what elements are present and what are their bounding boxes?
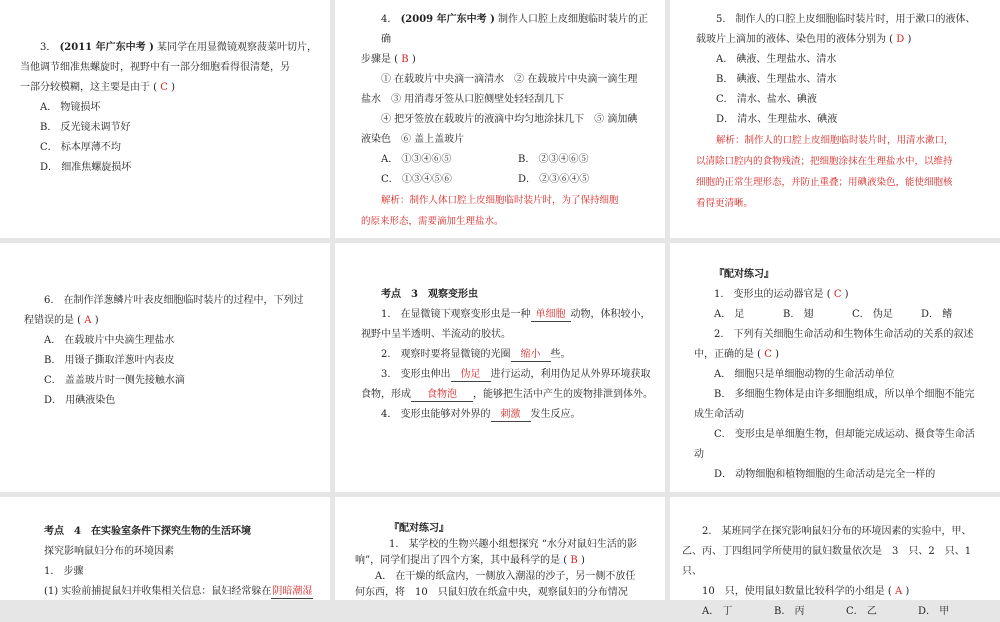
woodlice-q2-option-c: C． 乙 <box>846 606 877 617</box>
woodlice-q2-option-a: A． 丁 <box>702 606 733 617</box>
blank-food-vacuole: 食物泡 <box>411 388 473 402</box>
q6-option-c: C． 盖盖玻片时一侧先接触水滴 <box>44 375 185 386</box>
q6-option-d: D． 用碘液染色 <box>44 395 116 406</box>
q4-steps-line1: ① 在载玻片中央滴一滴清水 ② 在载玻片中央滴一滴生理 <box>381 74 638 85</box>
practice-1-q1-option-d: D． 鳍 <box>921 309 953 320</box>
topic-3-item4: 4． 变形虫能够对外界的 刺激 发生反应。 <box>381 409 581 420</box>
q5-stem-line2: 载玻片上滴加的液体、染色用的液体分别为 ( D ) <box>696 34 912 45</box>
topic-3-item2: 2． 观察时要将显微镜的光圈 缩小 些。 <box>381 349 571 360</box>
woodlice-q2-line2: 乙、丙、丁四组同学所使用的鼠妇数量依次是 3 只、2 只、1 只、 <box>682 546 982 577</box>
woodlice-q2-line1: 2． 某班同学在探究影响鼠妇分布的环境因素的实验中，甲、 <box>702 526 972 537</box>
slide-question-4 <box>335 0 665 238</box>
q3-stem-line1: 3． (2011 年广东中考 ) 某同学在用显微镜观察菠菜叶切片， <box>40 42 318 53</box>
practice-2-title: 『配对练习』 <box>389 523 449 534</box>
q4-explanation-line1: 解析：制作人体口腔上皮细胞临时装片时，为了保持细胞 <box>381 195 619 206</box>
practice-1-q2-option-c: C． 变形虫是单细胞生物，但却能完成运动、摄食等生命活 <box>714 429 975 440</box>
q4-options-row2 <box>361 170 655 190</box>
practice-1-q2-answer: C <box>764 349 772 360</box>
q5-explanation-line4: 看得更清晰。 <box>696 198 754 209</box>
practice-2-q1-option-a-cont: 何东西，将 10 只鼠妇放在纸盒中央，观察鼠妇的分布情况 <box>355 587 628 598</box>
topic-4-step1: (1) 实验前捕捉鼠妇并收集相关信息：鼠妇经常躲在阴暗潮湿 <box>44 586 313 597</box>
blank-shrink: 缩小 <box>511 348 551 362</box>
slide-practice-1 <box>670 243 1000 492</box>
topic-3-title: 考点 3 观察变形虫 <box>381 289 478 300</box>
q4-answer: B <box>401 54 409 65</box>
q3-option-a: A． 物镜损坏 <box>40 102 101 113</box>
slide-practice-2 <box>335 497 665 600</box>
practice-1-q1-options <box>694 305 990 325</box>
woodlice-q2-option-b: B． 丙 <box>774 606 805 617</box>
woodlice-q2-line3: 10 只，使用鼠妇数量比较科学的小组是 ( A ) <box>702 586 910 597</box>
q3-option-b: B． 反光镜未调节好 <box>40 122 131 133</box>
q5-stem-line1: 5． 制作人的口腔上皮细胞临时装片时，用于漱口的液体、 <box>716 14 976 25</box>
practice-1-q2-option-d: D． 动物细胞和植物细胞的生命活动是完全一样的 <box>714 469 936 480</box>
woodlice-q2-options <box>682 602 990 622</box>
topic-4-step-heading: 1． 步骤 <box>44 566 84 577</box>
practice-2-q1-line1: 1． 某学校的生物兴趣小组想探究 “水分对鼠妇生活的影 <box>389 539 637 550</box>
q6-option-a: A． 在载玻片中央滴生理盐水 <box>44 335 175 346</box>
q5-option-c: C． 清水、盐水、碘液 <box>716 94 817 105</box>
slide-question-6 <box>0 243 330 492</box>
practice-2-q1-line2: 响”，同学们提出了四个方案，其中最科学的是 ( B ) <box>355 555 585 566</box>
q4-option-b: B． ②③④⑥⑤ <box>518 154 589 165</box>
practice-1-q1-option-c: C． 伪足 <box>852 309 893 320</box>
q5-explanation-line2: 以清除口腔内的食物残渣；把细胞涂抹在生理盐水中，以维持 <box>696 156 953 167</box>
slide-question-3 <box>0 0 330 238</box>
q3-answer: C <box>160 82 168 93</box>
slide-question-2-woodlice <box>670 497 1000 617</box>
practice-2-q1-option-a: A． 在干燥的纸盒内，一侧放入潮湿的沙子，另一侧不放任 <box>375 571 636 582</box>
q4-option-d: D． ②③⑥④⑤ <box>518 174 590 185</box>
q5-option-b: B． 碘液、生理盐水、清水 <box>716 74 837 85</box>
blank-pseudopod: 伪足 <box>451 368 491 382</box>
q4-steps-line3: ④ 把牙签放在载玻片的液滴中均匀地涂抹几下 ⑤ 滴加碘 <box>381 114 638 125</box>
slide-topic-3-amoeba <box>335 243 665 492</box>
practice-1-q1-option-b: B． 翅 <box>783 309 814 320</box>
q4-explanation-line2: 的原来形态，需要滴加生理盐水。 <box>361 216 504 227</box>
q3-stem-line2: 当他调节细准焦螺旋时，视野中有一部分细胞看得很清楚，另 <box>20 62 290 73</box>
q5-option-a: A． 碘液、生理盐水、清水 <box>716 54 837 65</box>
q3-option-d: D． 细准焦螺旋损坏 <box>40 162 132 173</box>
woodlice-q2-answer: A <box>895 586 903 597</box>
woodlice-q2-option-d: D． 甲 <box>918 606 950 617</box>
topic-3-item3-cont: 食物，形成 食物泡 ，能够把生活中产生的废物排泄到体外。 <box>361 389 653 400</box>
practice-1-q2-option-c-cont: 动 <box>694 449 704 460</box>
practice-1-q1-answer: C <box>833 289 842 300</box>
practice-2-q1-answer: B <box>570 555 578 566</box>
q4-option-c: C． ①③④⑤⑥ <box>381 174 452 185</box>
q6-stem-line2: 程错误的是 ( A ) <box>24 315 99 326</box>
blank-single-cell: 单细胞 <box>531 308 571 322</box>
q5-explanation-line1: 解析：制作人的口腔上皮细胞临时装片时，用清水漱口， <box>716 135 954 146</box>
practice-1-q2-line1: 2． 下列有关细胞生命活动和生物体生命活动的关系的叙述 <box>714 329 974 340</box>
topic-3-item3: 3． 变形虫伸出 伪足 进行运动，利用伪足从外界环境获取 <box>381 369 651 380</box>
q4-stem-line2: 步骤是 ( B ) <box>361 54 416 65</box>
q6-stem-line1: 6． 在制作洋葱鳞片叶表皮细胞临时装片的过程中，下列过 <box>44 295 304 306</box>
q5-answer: D <box>896 34 905 45</box>
q4-stem-line1: 4． (2009 年广东中考 ) 制作人口腔上皮细胞临时装片的正确 <box>381 14 649 45</box>
practice-1-q1: 1． 变形虫的运动器官是 ( C ) <box>714 289 849 300</box>
q5-explanation-line3: 细胞的正常生理形态，并防止重叠；用碘液染色，能使细胞核 <box>696 177 953 188</box>
practice-1-q1-option-a: A． 足 <box>714 309 745 320</box>
q5-option-d: D． 清水、生理盐水、碘液 <box>716 114 838 125</box>
q4-steps-line2: 盐水 ③ 用消毒牙签从口腔侧壁处轻轻刮几下 <box>361 94 565 105</box>
q3-stem-line3: 一部分较模糊，这主要是由于 ( C ) <box>20 82 176 93</box>
slide-topic-4 <box>0 497 330 600</box>
q4-options-row1 <box>361 150 655 170</box>
topic-4-title: 考点 4 在实验室条件下探究生物的生活环境 <box>44 526 251 537</box>
q4-steps-line4: 液染色 ⑥ 盖上盖玻片 <box>361 134 465 145</box>
q6-answer: A <box>84 315 92 326</box>
q4-option-a: A． ①③④⑥⑤ <box>381 154 452 165</box>
blank-dark-moist: 阴暗潮湿 <box>272 586 313 597</box>
slide-question-5 <box>670 0 1000 238</box>
q6-option-b: B． 用镊子撕取洋葱叶内表皮 <box>44 355 175 366</box>
q3-option-c: C． 标本厚薄不均 <box>40 142 121 153</box>
topic-3-item1: 1． 在显微镜下观察变形虫是一种 单细胞 动物，体积较小， <box>381 309 651 320</box>
practice-1-q2-option-b-cont: 成生命活动 <box>694 409 744 420</box>
topic-4-subtitle: 探究影响鼠妇分布的环境因素 <box>44 546 174 557</box>
blank-stimulus: 刺激 <box>491 408 531 422</box>
practice-1-q2-option-b: B． 多细胞生物体是由许多细胞组成，所以单个细胞不能完 <box>714 389 975 400</box>
practice-1-q2-option-a: A． 细胞只是单细胞动物的生命活动单位 <box>714 369 895 380</box>
topic-3-item1-cont: 视野中呈半透明、半流动的胶状。 <box>361 329 511 340</box>
practice-1-q2-line2: 中，正确的是 ( C ) <box>694 349 780 360</box>
practice-1-title: 『配对练习』 <box>714 269 774 280</box>
